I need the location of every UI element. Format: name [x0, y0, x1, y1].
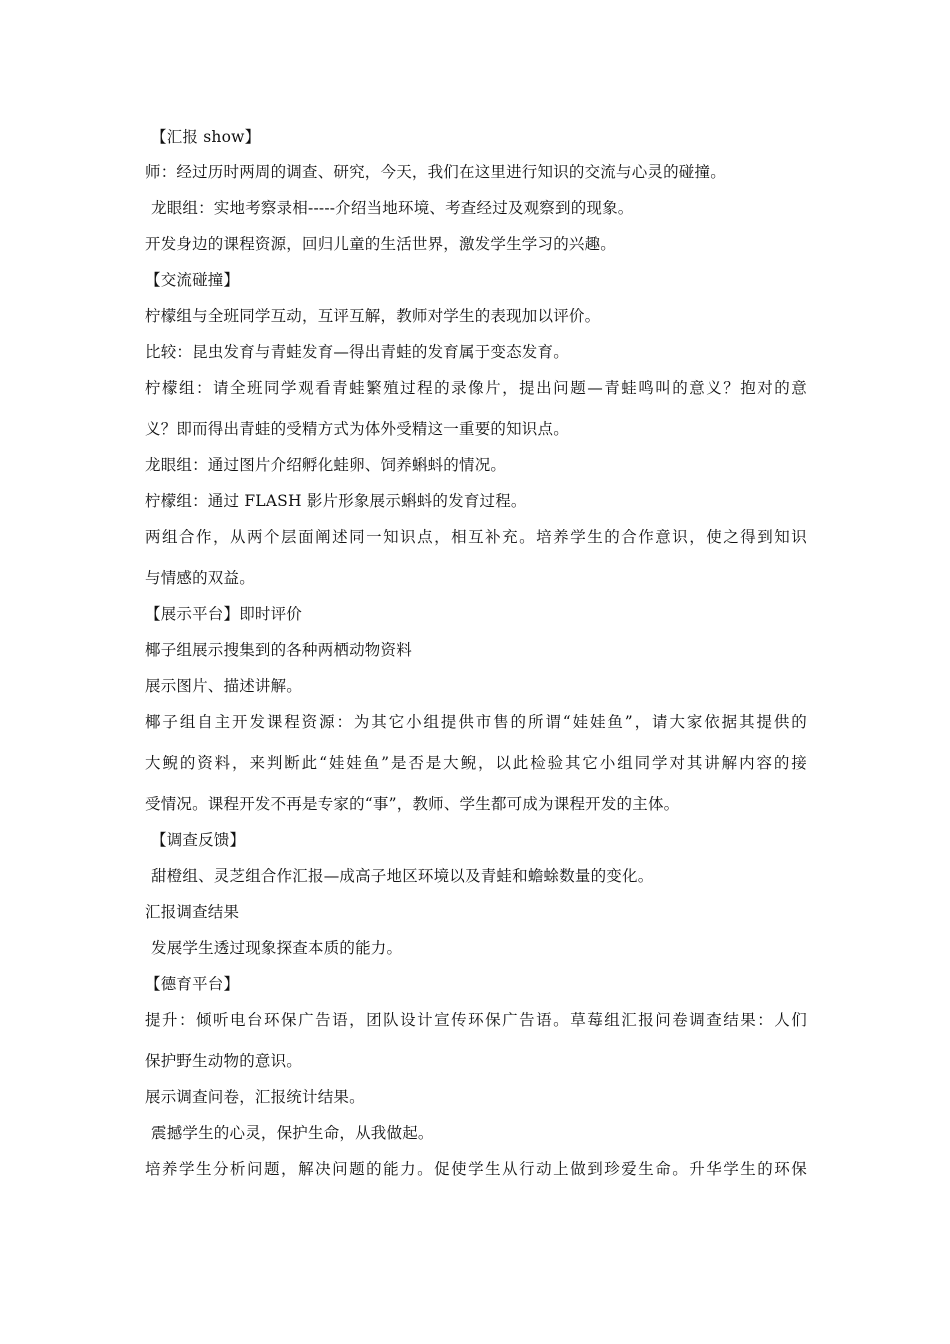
- paragraph-line: 比较：昆虫发育与青蛙发育—得出青蛙的发育属于变态发育。: [145, 343, 569, 361]
- paragraph-line: 柠檬组：通过 FLASH 影片形象展示蝌蚪的发育过程。: [145, 492, 527, 510]
- paragraph-line: 大鲵的资料，来判断此“娃娃鱼”是否是大鲵，以此检验其它小组同学对其讲解内容的接: [145, 754, 807, 772]
- paragraph-line: 汇报调查结果: [145, 903, 240, 921]
- paragraph-line: 师：经过历时两周的调查、研究，今天，我们在这里进行知识的交流与心灵的碰撞。: [145, 163, 726, 181]
- paragraph-line: 发展学生透过现象探查本质的能力。: [151, 939, 403, 957]
- paragraph-line: 椰子组展示搜集到的各种两栖动物资料: [145, 641, 412, 659]
- paragraph-line: 柠檬组：请全班同学观看青蛙繁殖过程的录像片，提出问题—青蛙鸣叫的意义？抱对的意: [145, 379, 807, 397]
- paragraph-line: 展示调查问卷，汇报统计结果。: [145, 1088, 365, 1106]
- paragraph-line: 培养学生分析问题，解决问题的能力。促使学生从行动上做到珍爱生命。升华学生的环保: [145, 1160, 807, 1178]
- paragraph-line: 震撼学生的心灵，保护生命，从我做起。: [151, 1124, 434, 1142]
- section-heading-moral-education: 【德育平台】: [145, 975, 240, 993]
- paragraph-line: 展示图片、描述讲解。: [145, 677, 303, 695]
- paragraph-line: 受情况。课程开发不再是专家的“事”，教师、学生都可成为课程开发的主体。: [145, 795, 680, 813]
- paragraph-line: 开发身边的课程资源，回归儿童的生活世界，激发学生学习的兴趣。: [145, 235, 617, 253]
- section-heading-exchange: 【交流碰撞】: [145, 271, 240, 289]
- paragraph-line: 椰子组自主开发课程资源：为其它小组提供市售的所谓“娃娃鱼”，请大家依据其提供的: [145, 713, 807, 731]
- section-heading-report: 【汇报 show】: [151, 128, 261, 146]
- paragraph-line: 与情感的双益。: [145, 569, 255, 587]
- paragraph-line: 龙眼组：通过图片介绍孵化蛙卵、饲养蝌蚪的情况。: [145, 456, 507, 474]
- paragraph-line: 义？即而得出青蛙的受精方式为体外受精这一重要的知识点。: [145, 420, 569, 438]
- section-heading-showcase: 【展示平台】即时评价: [145, 605, 303, 623]
- section-heading-survey-feedback: 【调查反馈】: [151, 831, 246, 849]
- paragraph-line: 龙眼组：实地考察录相-----介绍当地环境、考查经过及观察到的现象。: [151, 199, 634, 217]
- paragraph-line: 两组合作，从两个层面阐述同一知识点，相互补充。培养学生的合作意识，使之得到知识: [145, 528, 807, 546]
- paragraph-line: 提升：倾听电台环保广告语，团队设计宣传环保广告语。草莓组汇报问卷调查结果：人们: [145, 1011, 807, 1029]
- paragraph-line: 柠檬组与全班同学互动，互评互解，教师对学生的表现加以评价。: [145, 307, 601, 325]
- paragraph-line: 甜橙组、灵芝组合作汇报—成高子地区环境以及青蛙和蟾蜍数量的变化。: [151, 867, 654, 885]
- paragraph-line: 保护野生动物的意识。: [145, 1052, 303, 1070]
